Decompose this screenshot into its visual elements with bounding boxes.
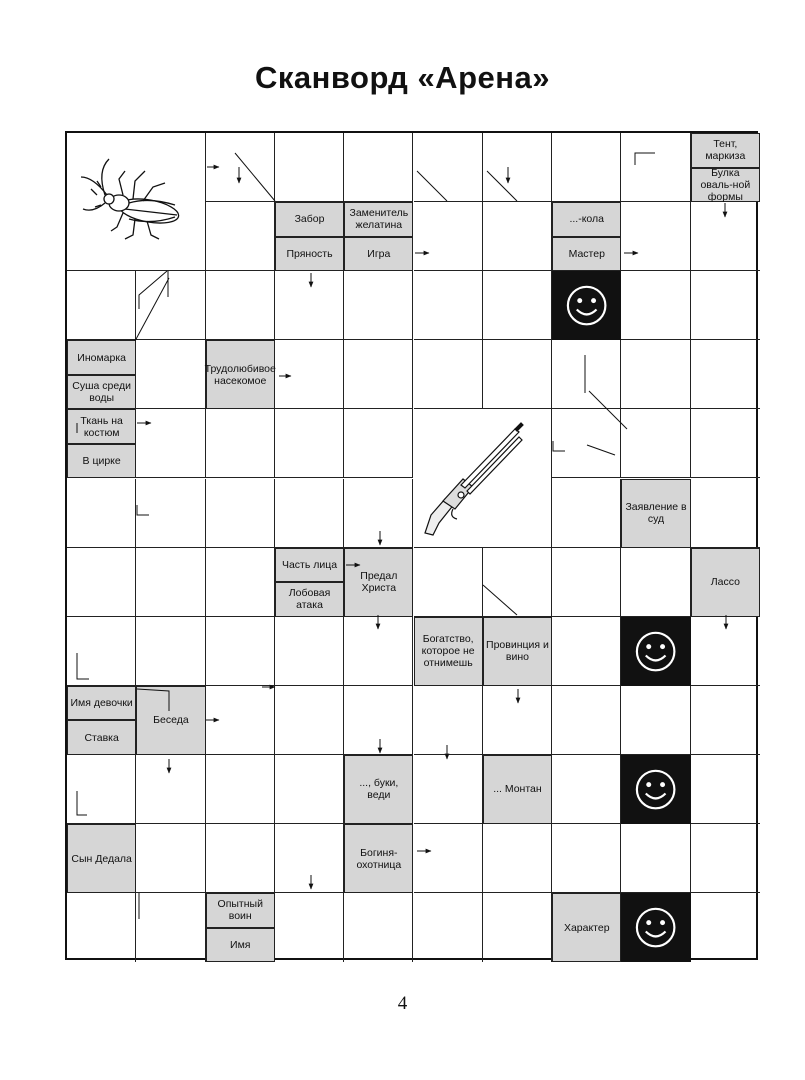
answer-cell[interactable]	[621, 271, 690, 340]
clue-wealth: Богатство, которое не отнимешь	[414, 617, 483, 686]
answer-cell[interactable]	[414, 340, 483, 409]
answer-cell[interactable]	[275, 409, 344, 478]
answer-cell[interactable]	[344, 893, 413, 962]
clue-warrior: Опытный воин	[206, 893, 275, 928]
clue-bun: Булка оваль-ной формы	[691, 168, 760, 203]
answer-cell[interactable]	[344, 479, 413, 548]
answer-cell[interactable]	[206, 271, 275, 340]
clue-tent: Тент, маркиза	[691, 133, 760, 168]
answer-cell[interactable]	[483, 133, 552, 202]
clue-name: Имя	[206, 928, 275, 963]
answer-cell[interactable]	[344, 133, 413, 202]
answer-cell[interactable]	[206, 548, 275, 617]
answer-cell[interactable]	[483, 202, 552, 271]
answer-cell[interactable]	[67, 617, 136, 686]
smiley-icon	[621, 893, 690, 962]
answer-cell[interactable]	[275, 271, 344, 340]
clue-daedalus-son: Сын Дедала	[67, 824, 136, 893]
answer-cell[interactable]	[691, 271, 760, 340]
answer-cell[interactable]	[67, 893, 136, 962]
smiley-cell	[621, 617, 690, 686]
answer-cell[interactable]	[67, 271, 136, 340]
answer-cell[interactable]	[691, 340, 760, 409]
answer-cell[interactable]	[691, 893, 760, 962]
answer-cell[interactable]	[414, 271, 483, 340]
answer-cell[interactable]	[206, 133, 275, 202]
answer-cell[interactable]	[691, 824, 760, 893]
answer-cell[interactable]	[552, 409, 621, 478]
answer-cell[interactable]	[206, 755, 275, 824]
clue-bet: Ставка	[67, 720, 136, 755]
answer-cell[interactable]	[206, 409, 275, 478]
clue-in-circus: В цирке	[67, 444, 136, 479]
answer-cell[interactable]	[275, 133, 344, 202]
answer-cell[interactable]	[552, 340, 621, 409]
answer-cell[interactable]	[483, 340, 552, 409]
answer-cell[interactable]	[344, 271, 413, 340]
answer-cell[interactable]	[552, 548, 621, 617]
answer-cell[interactable]	[691, 202, 760, 271]
answer-cell[interactable]	[414, 824, 483, 893]
answer-cell[interactable]	[621, 133, 690, 202]
answer-cell[interactable]	[691, 617, 760, 686]
answer-cell[interactable]	[67, 548, 136, 617]
answer-cell[interactable]	[414, 133, 483, 202]
clue-hardworking-insect: Трудолюбивое насекомое	[206, 340, 275, 409]
clue-montand: ... Монтан	[483, 755, 552, 824]
answer-cell[interactable]	[414, 202, 483, 271]
answer-cell[interactable]	[344, 340, 413, 409]
answer-cell[interactable]	[275, 755, 344, 824]
answer-cell[interactable]	[414, 548, 483, 617]
answer-cell[interactable]	[67, 479, 136, 548]
answer-cell[interactable]	[206, 202, 275, 271]
answer-cell[interactable]	[621, 686, 690, 755]
clue-betrayed-christ: Предал Христа	[344, 548, 413, 617]
clue-character: Характер	[552, 893, 621, 962]
answer-cell[interactable]	[621, 548, 690, 617]
answer-cell[interactable]	[621, 409, 690, 478]
answer-cell[interactable]	[136, 893, 205, 962]
answer-cell[interactable]	[136, 755, 205, 824]
answer-cell[interactable]	[552, 686, 621, 755]
clue-island: Суша среди воды	[67, 375, 136, 410]
answer-cell[interactable]	[414, 686, 483, 755]
answer-cell[interactable]	[136, 271, 205, 340]
answer-cell[interactable]	[344, 409, 413, 478]
answer-cell[interactable]	[275, 824, 344, 893]
smiley-icon	[621, 617, 690, 686]
answer-cell[interactable]	[552, 133, 621, 202]
answer-cell[interactable]	[483, 548, 552, 617]
clue-conversation: Беседа	[136, 686, 205, 755]
clue-master: Мастер	[552, 237, 621, 272]
answer-cell[interactable]	[414, 755, 483, 824]
clue-cola: ...-кола	[552, 202, 621, 237]
answer-cell[interactable]	[691, 409, 760, 478]
answer-cell[interactable]	[67, 755, 136, 824]
answer-cell[interactable]	[483, 686, 552, 755]
answer-cell[interactable]	[136, 548, 205, 617]
answer-cell[interactable]	[552, 824, 621, 893]
answer-cell[interactable]	[483, 893, 552, 962]
answer-cell[interactable]	[206, 617, 275, 686]
clue-face-part: Часть лица	[275, 548, 344, 583]
clue-abc: ..., буки, веди	[344, 755, 413, 824]
clue-girl-name: Имя девочки	[67, 686, 136, 721]
answer-cell[interactable]	[621, 340, 690, 409]
smiley-icon	[621, 755, 690, 824]
answer-cell[interactable]	[691, 686, 760, 755]
clue-spice: Пряность	[275, 237, 344, 272]
crossword-grid	[65, 131, 758, 960]
answer-cell[interactable]	[414, 893, 483, 962]
clue-court-claim: Заявление в суд	[621, 479, 690, 548]
answer-cell[interactable]	[552, 617, 621, 686]
smiley-cell	[621, 755, 690, 824]
clue-fence: Забор	[275, 202, 344, 237]
answer-cell[interactable]	[136, 340, 205, 409]
answer-cell[interactable]	[275, 617, 344, 686]
clue-huntress: Богиня-охотница	[344, 824, 413, 893]
smiley-icon	[552, 271, 621, 340]
clue-frontal-attack: Лобовая атака	[275, 582, 344, 617]
clue-foreign-car: Иномарка	[67, 340, 136, 375]
page-title: Сканворд «Арена»	[255, 60, 550, 95]
page-number: 4	[397, 993, 408, 1014]
cockroach-picture	[67, 133, 204, 269]
answer-cell[interactable]	[136, 617, 205, 686]
answer-cell[interactable]	[344, 617, 413, 686]
clue-suit-fabric: Ткань на костюм	[67, 409, 136, 444]
smiley-cell	[621, 893, 690, 962]
clue-game: Игра	[344, 237, 413, 272]
clue-province-wine: Провинция и вино	[483, 617, 552, 686]
answer-cell[interactable]	[275, 686, 344, 755]
answer-cell[interactable]	[136, 479, 205, 548]
smiley-cell	[552, 271, 621, 340]
answer-cell[interactable]	[275, 893, 344, 962]
answer-cell[interactable]	[275, 340, 344, 409]
answer-cell[interactable]	[275, 479, 344, 548]
answer-cell[interactable]	[206, 686, 275, 755]
answer-cell[interactable]	[344, 686, 413, 755]
answer-cell[interactable]	[552, 755, 621, 824]
answer-cell[interactable]	[206, 479, 275, 548]
clue-lasso: Лассо	[691, 548, 760, 617]
rifle-picture	[413, 409, 550, 546]
answer-cell[interactable]	[552, 479, 621, 548]
answer-cell[interactable]	[136, 409, 205, 478]
clue-gelatin: Заменитель желатина	[344, 202, 413, 237]
answer-cell[interactable]	[483, 824, 552, 893]
answer-cell[interactable]	[691, 755, 760, 824]
answer-cell[interactable]	[691, 479, 760, 548]
answer-cell[interactable]	[621, 824, 690, 893]
answer-cell[interactable]	[621, 202, 690, 271]
answer-cell[interactable]	[206, 824, 275, 893]
answer-cell[interactable]	[483, 271, 552, 340]
answer-cell[interactable]	[136, 824, 205, 893]
